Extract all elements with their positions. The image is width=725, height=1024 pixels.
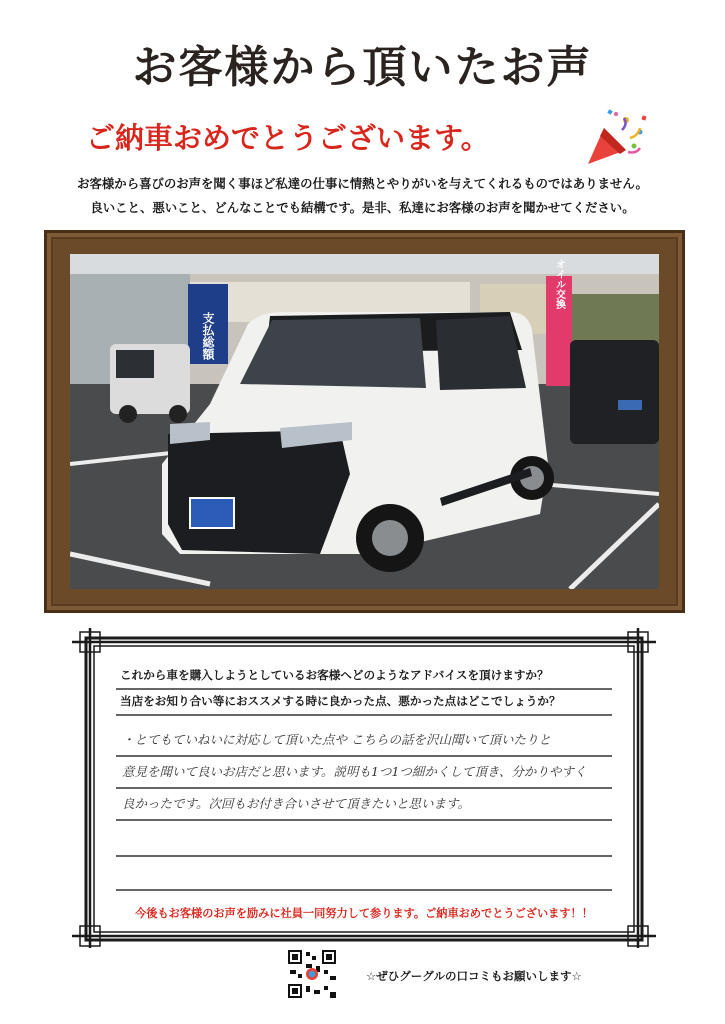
- survey-question-2: 当店をお知り合い等におススメする時に良かった点、悪かった点はどこでしょうか？: [120, 694, 561, 708]
- page-title: お客様から頂いたお声: [132, 42, 593, 93]
- staff-thank-you-message: 今後もお客様のお声を励みに社員一同努力して参ります。ご納車おめでとうございます！！: [135, 907, 593, 920]
- qr-code-icon[interactable]: [286, 948, 338, 1000]
- photo-frame: [44, 230, 685, 613]
- banner-text: 支払総額: [201, 312, 215, 360]
- handwritten-answer-line-3: 良かったです。次回もお付き合いさせて頂きたいと思います。: [122, 796, 471, 811]
- handwritten-answer-line-1: ・とてもていねいに対応して頂いた点や こちらの話を沢山聞いて頂いたりと: [122, 732, 551, 747]
- google-review-request: ☆ぜひグーグルの口コミもお願いします☆: [366, 969, 582, 983]
- intro-line-2: 良いこと、悪いこと、どんなことでも結構です。是非、私達にお客様のお声を聞かせてください。: [90, 200, 635, 215]
- intro-text: [28, 172, 697, 220]
- party-popper-icon: [582, 106, 652, 170]
- intro-line-1: お客様から喜びのお声を聞く事ほど私達の仕事に情熱とやりがいを与えてくれるものではありません。: [77, 176, 648, 191]
- survey-question-1: これから車を購入しようとしているお客様へどのようなアドバイスを頂けますか？: [120, 668, 549, 682]
- flag-text: オイル交換: [553, 259, 565, 309]
- customer-survey: [72, 628, 656, 948]
- handwritten-answer-line-2: 意見を聞いて良いお店だと思います。説明も1つ1つ細かくして頂き、分かりやすく: [122, 764, 587, 779]
- delivery-car-photo: [70, 254, 659, 589]
- congratulations-subtitle: ご納車おめでとうございます。: [86, 121, 490, 155]
